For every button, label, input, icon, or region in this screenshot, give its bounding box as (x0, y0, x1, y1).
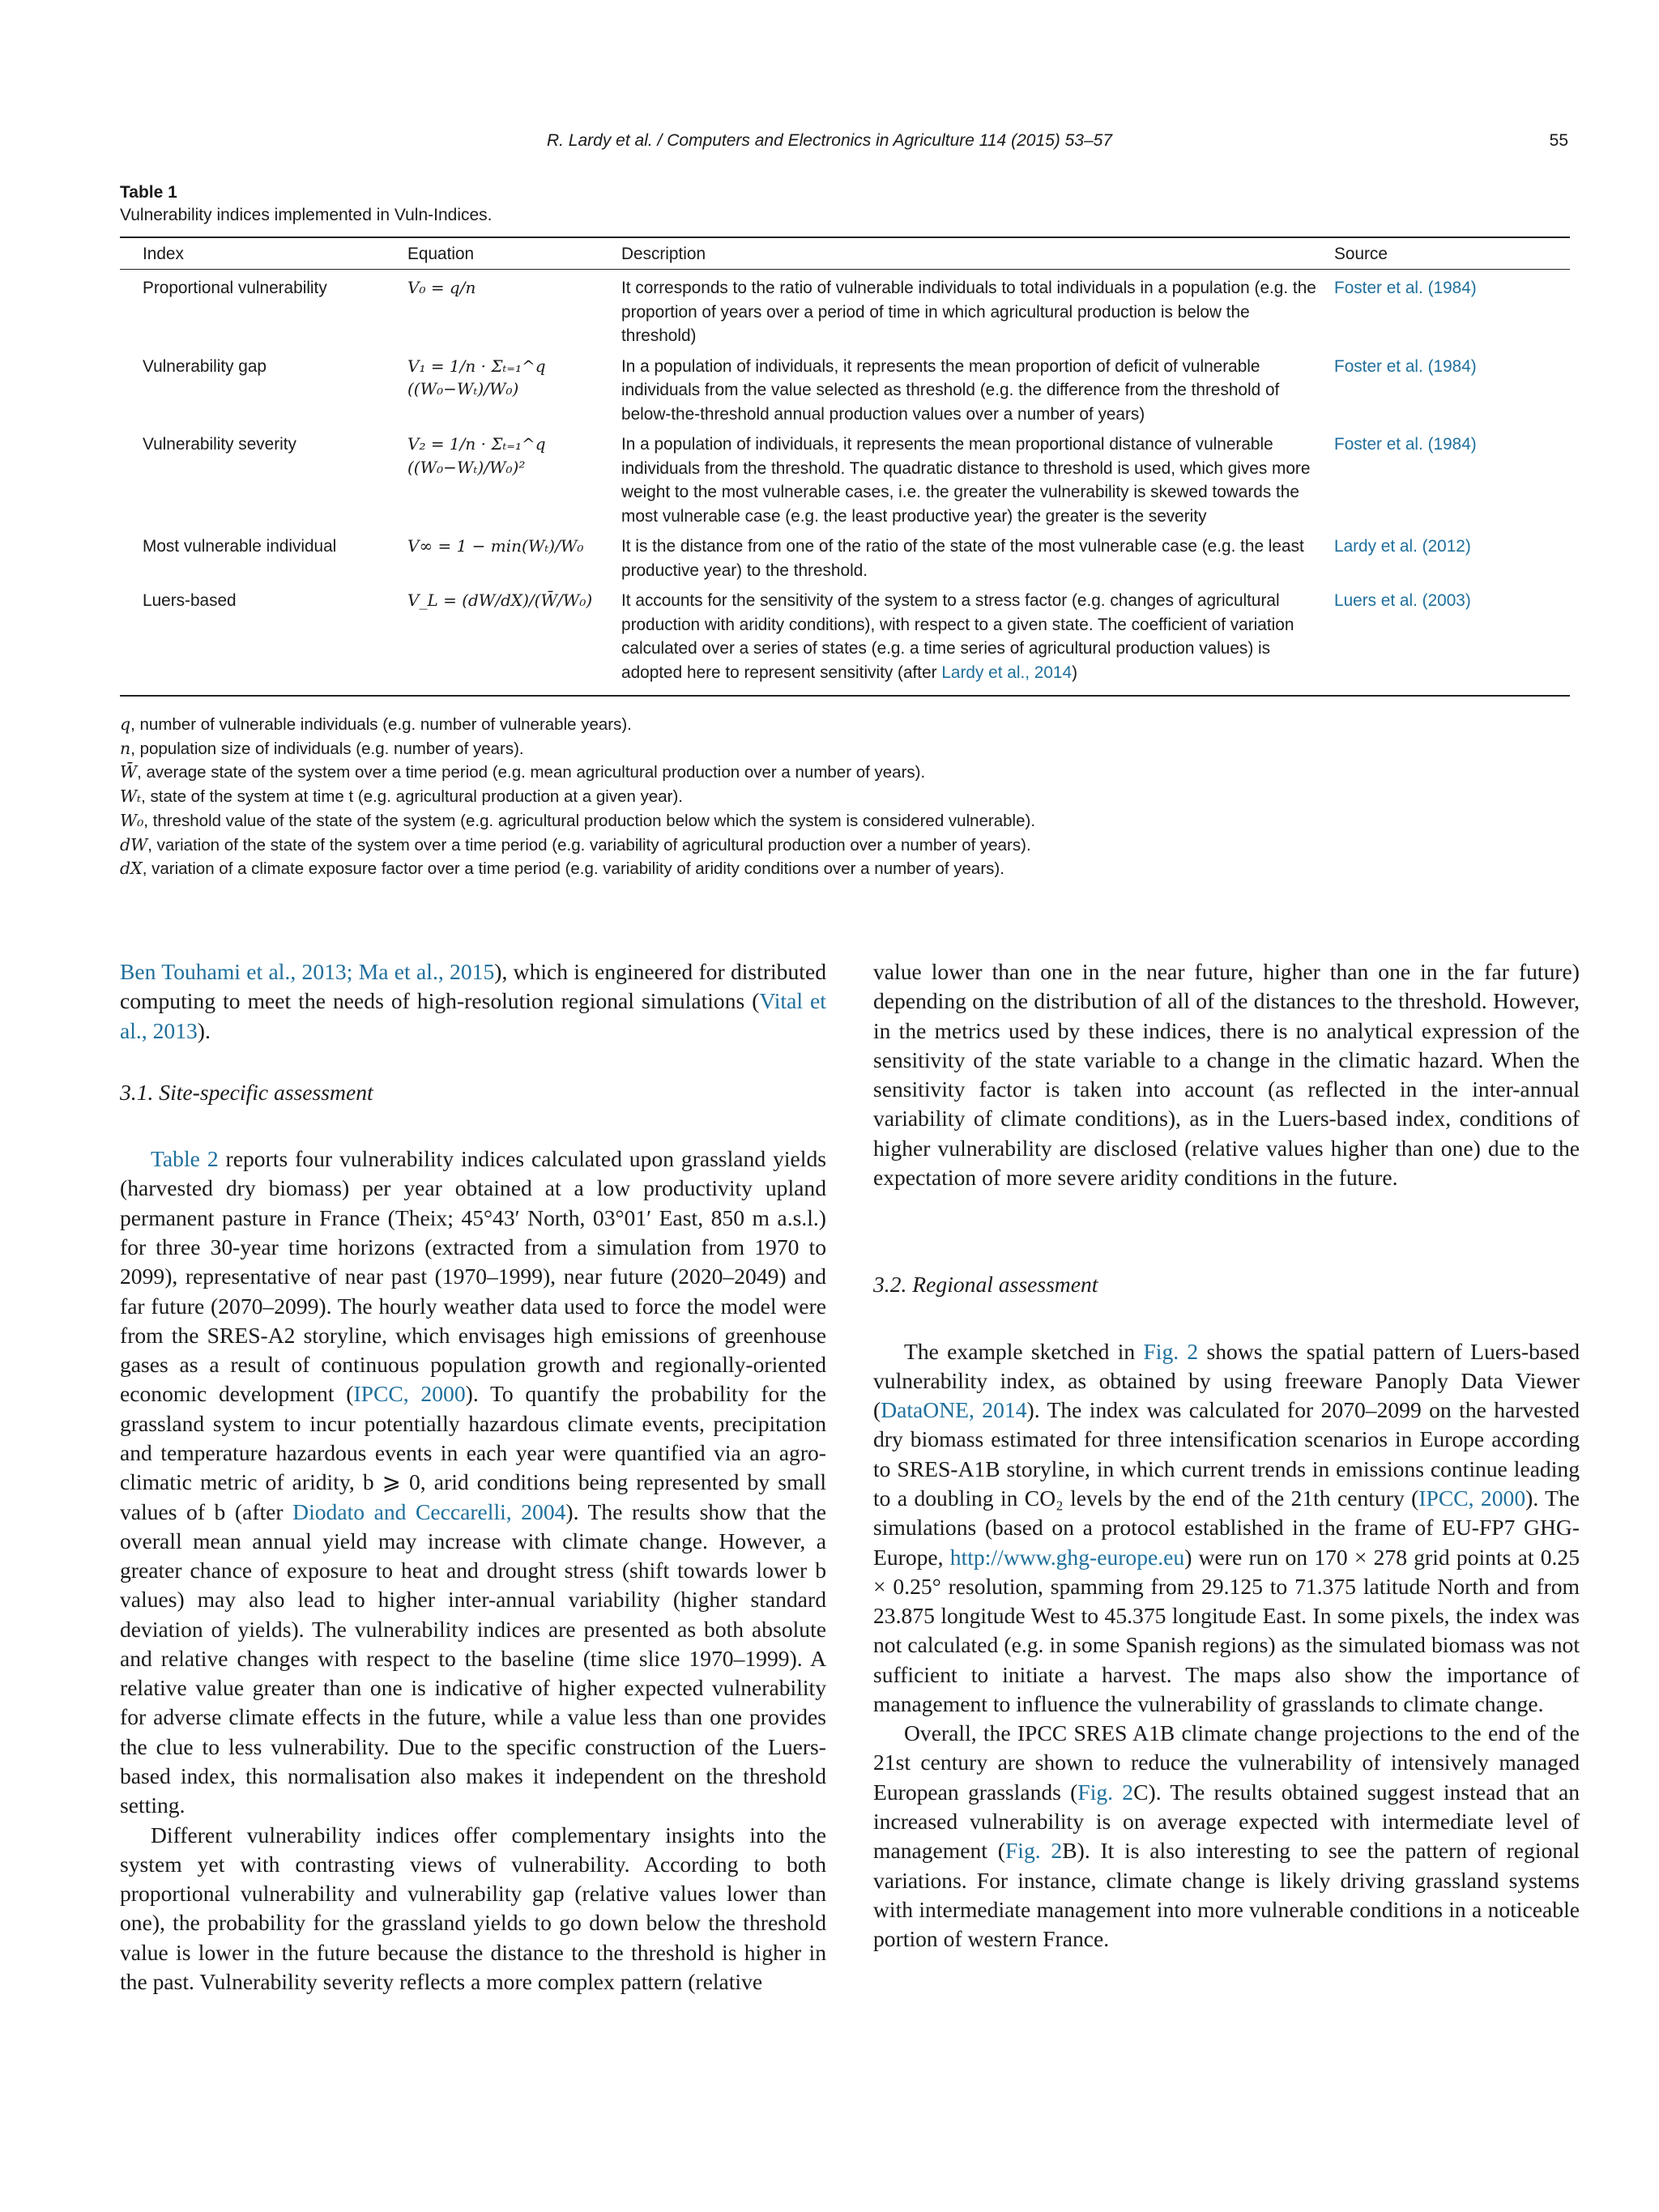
cell-source-link[interactable]: Foster et al. (1984) (1334, 279, 1477, 297)
citation-link[interactable]: Ben Touhami et al., 2013; Ma et al., 2015 (120, 959, 495, 984)
paragraph-text: Overall, the IPCC SRES A1B climate change projections to the end of the 21st century are shown to reduce the vulnerability of intensively managed European grasslands ( (873, 1720, 1580, 1805)
paragraph-text: ), which is engineered for distributed computing to meet the needs of high-resolution regional simulations ( (120, 959, 826, 1014)
cell-equation: V_L = (dW/dX)/(W̄/W₀) (407, 582, 621, 695)
paragraph (873, 1719, 1580, 1954)
footnote (120, 809, 1570, 833)
table-row (120, 270, 1570, 348)
paragraph-text: reports four vulnerability indices calculated upon grassland yields (harvested dry biomass) per year obtained at a low productivity upland permanent pasture in France (Theix; 45°43′ North, 03°01′ East, 850 m a.s.l.) for three 30-year time horizons (extracted from a simulation from 1970 to 2099), representative of near past (1970–1999), near future (2020–2049) and far future (2070–2099). The hourly weather data used to force the model were from the SRES-A2 storyline, which envisages high emissions of greenhouse gases as a result of continuous population growth and regionally-oriented economic development ( (120, 1146, 826, 1407)
footnote (120, 785, 1570, 809)
cell-description (621, 582, 1334, 695)
citation-link[interactable]: DataONE, 2014 (881, 1397, 1027, 1423)
cell-equation: V₂ = 1/n · Σₜ₌₁^q ((W₀−Wₜ)/W₀)² (407, 434, 546, 477)
paragraph (120, 1144, 826, 1820)
footnote-symbol: n (120, 738, 131, 758)
footnote-symbol: dW (120, 834, 148, 855)
footnote (120, 713, 1570, 737)
table-header-row (120, 237, 1570, 270)
paragraph-text: shows the spatial pattern of Luers-based vulnerability index, as obtained by using freeware Panoply Data Viewer ( (873, 1338, 1580, 1423)
col-header-equation: Equation (407, 237, 621, 270)
cell-equation: V₀ = q/n (407, 278, 476, 297)
paragraph-text: ). The simulations (based on a protocol established in the frame of EU-FP7 GHG-Europe, (873, 1485, 1580, 1570)
footnote-text: , variation of the state of the system over a time period (e.g. variability of agricultural production over a number of years). (147, 835, 1031, 855)
footnote-text: , average state of the system over a time period (e.g. mean agricultural production over a number of years). (137, 763, 926, 782)
vulnerability-table (120, 237, 1570, 697)
footnote-symbol: W₀ (120, 810, 144, 830)
footnote-text: , number of vulnerable individuals (e.g. number of vulnerable years). (130, 715, 632, 734)
citation-link[interactable]: Vital et al., 2013 (120, 988, 826, 1043)
footnote (120, 857, 1570, 881)
table-row (120, 426, 1570, 528)
running-header (0, 121, 1659, 154)
cell-description: It is the distance from one of the ratio of the state of the most vulnerable case (e.g. the least productive year) to the threshold. (621, 537, 1304, 580)
cell-equation: V₁ = 1/n · Σₜ₌₁^q ((W₀−Wₜ)/W₀) (407, 356, 546, 399)
section-heading-3-2: 3.2. Regional assessment (873, 1272, 1098, 1298)
cell-index: Proportional vulnerability (143, 279, 327, 297)
footnote (120, 737, 1570, 761)
url-link[interactable]: http://www.ghg-europe.eu (949, 1544, 1185, 1570)
table-row (120, 528, 1570, 582)
paragraph-text: ). To quantify the probability for the grassland system to incur potentially hazardous climate events, precipitation and temperature hazardous events in each year were quantified via an agro-climatic metric of aridity, b ⩾ 0, arid conditions being represented by small values of b (after (120, 1381, 826, 1524)
cell-index: Vulnerability severity (143, 435, 296, 454)
paragraph-text: ) were run on 170 × 278 grid points at 0.25 × 0.25° resolution, spamming from 29.125 to 71.375 latitude North and from 23.875 longitude West to 45.375 longitude East. In some pixels, the index was not calculated (e.g. in some Spanish regions) as the simulated biomass was not sufficient to initiate a harvest. The maps also show the importance of management to influence the vulnerability of grasslands to climate change. (873, 1544, 1580, 1716)
paragraph-text: ). (197, 1017, 211, 1043)
footnote-text: , variation of a climate exposure factor over a time period (e.g. variability of aridity conditions over a number of years). (142, 859, 1004, 879)
footnote-text: , population size of individuals (e.g. number of years). (130, 739, 524, 758)
footnote-symbol: dX (120, 859, 143, 879)
col-header-source: Source (1334, 237, 1570, 270)
cell-source-link[interactable]: Lardy et al. (2012) (1334, 537, 1471, 556)
citation-link[interactable]: Diodato and Ceccarelli, 2004 (292, 1498, 566, 1524)
cell-source-link[interactable]: Luers et al. (2003) (1334, 582, 1570, 695)
table-row (120, 348, 1570, 427)
table-caption: Vulnerability indices implemented in Vuln-Indices. (120, 206, 493, 224)
figure-reference-link[interactable]: Fig. 2 (1004, 1838, 1063, 1864)
paragraph (873, 1337, 1580, 1720)
cell-index: Luers-based (120, 582, 407, 695)
cell-source-link[interactable]: Foster et al. (1984) (1334, 435, 1477, 454)
journal-citation: R. Lardy et al. / Computers and Electronics in Agriculture 114 (2015) 53–57 (546, 131, 1113, 150)
paragraph-text: ). The results show that the overall mean annual yield may increase with climate change. However, a greater chance of exposure to heat and drought stress (shift towards lower b values) may also lead to higher inter-annual variability (higher standard deviation of yields). The vulnerability indices are presented as both absolute and relative changes with respect to the baseline (time slice 1970–1999). A relative value greater than one is indicative of higher expected vulnerability for adverse climate effects in the future, while a value less than one provides the clue to less vulnerability. Due to the specific construction of the Luers-based index, this normalisation also makes it independent on the threshold setting. (120, 1498, 826, 1818)
footnote-text: , state of the system at time t (e.g. agricultural production at a given year). (141, 787, 683, 807)
paragraph (120, 957, 826, 1046)
description-text: ) (1072, 663, 1078, 682)
paragraph: value lower than one in the near future, higher than one in the far future) depending on the distribution of all of the distances to the threshold. However, in the metrics used by these indices, there is no analytical expression of the sensitivity of the state variable to a change in the climatic hazard. When the sensitivity factor is taken into account (as reflected in the inter-annual variability of climate conditions), as in the Luers-based index, conditions of higher vulnerability are disclosed (relative values higher than one) due to the expectation of more severe aridity conditions in the future. (873, 959, 1580, 1190)
citation-link[interactable]: IPCC, 2000 (353, 1381, 466, 1407)
footnote (120, 833, 1570, 858)
figure-reference-link[interactable]: Fig. 2 (1077, 1779, 1134, 1805)
col-header-index: Index (120, 237, 407, 270)
cell-description: In a population of individuals, it represents the mean proportion of deficit of vulnerable individuals from the value selected as threshold (e.g. the difference from the threshold of below-the-threshold annual production values over a number of years) (621, 356, 1280, 424)
description-text: It accounts for the sensitivity of the system to a stress factor (e.g. changes of agricultural production with aridity conditions), with respect to a given state. The coefficient of variation calculated over a series of states (e.g. a time series of agricultural production values) is adopted here to represent sensitivity (after (621, 591, 1294, 682)
paragraph-text: ). The index was calculated for 2070–2099 on the harvested dry biomass estimated for three intensification scenarios in Europe according to SRES-A1B storyline, in which current trends in emissions continue leading to a doubling in CO₂ levels by the end of the 21th century ( (873, 1397, 1580, 1511)
paragraph-text: The example sketched in (904, 1338, 1144, 1364)
footnote-symbol: q (120, 714, 131, 734)
footnote-text: , threshold value of the state of the system (e.g. agricultural production below which the system is considered vulnerable). (143, 811, 1036, 830)
table-label: Table 1 (120, 183, 177, 202)
page-number: 55 (1549, 131, 1568, 150)
figure-reference-link[interactable]: Fig. 2 (1143, 1338, 1199, 1364)
paragraph-text: B). It is also interesting to see the pattern of regional variations. For instance, climate change is likely driving grassland systems with intermediate management into more vulnerable conditions in a noticeable portion of western France. (873, 1838, 1580, 1952)
paragraph: Different vulnerability indices offer complementary insights into the system yet with contrasting views of vulnerability. According to both proportional vulnerability and vulnerability gap (relative values lower than one), the probability for the grassland yields to go down below the threshold value is lower in the future because the distance to the threshold is higher in the past. Vulnerability severity reflects a more complex pattern (relative (120, 1822, 826, 1994)
cell-description: It corresponds to the ratio of vulnerable individuals to total individuals in a population (e.g. the proportion of years over a period of time in which agricultural production is below the threshold) (621, 279, 1316, 346)
cell-source-link[interactable]: Foster et al. (1984) (1334, 356, 1477, 376)
section-heading-3-1: 3.1. Site-specific assessment (120, 1079, 373, 1105)
table-reference-link[interactable]: Table 2 (151, 1146, 219, 1172)
footnote-symbol: W̄ (120, 762, 138, 782)
table-row (120, 582, 1570, 695)
cell-index: Most vulnerable individual (143, 537, 337, 556)
right-column (873, 957, 1580, 1954)
citation-link[interactable]: Lardy et al., 2014 (941, 663, 1073, 682)
cell-index: Vulnerability gap (143, 356, 267, 376)
footnote-symbol: Wₜ (120, 786, 142, 807)
citation-link[interactable]: IPCC, 2000 (1418, 1485, 1526, 1511)
footnote (120, 761, 1570, 785)
table-1 (120, 183, 1570, 697)
left-column (120, 957, 826, 1997)
col-header-description: Description (621, 237, 1334, 270)
cell-description: In a population of individuals, it represents the mean proportional distance of vulnerable individuals from the threshold. The quadratic distance to threshold is used, which gives more weight to the most vulnerable cases, i.e. the greater the vulnerability is skewed towards the most vulnerable case (e.g. the least productive year) the greater is the severity (621, 435, 1311, 526)
cell-equation: V∞ = 1 − min(Wₜ)/W₀ (407, 536, 584, 556)
paragraph-text: C). The results obtained suggest instead that an increased vulnerability is on average expected with intermediate level of management ( (873, 1779, 1580, 1864)
table-footnotes (120, 713, 1570, 881)
